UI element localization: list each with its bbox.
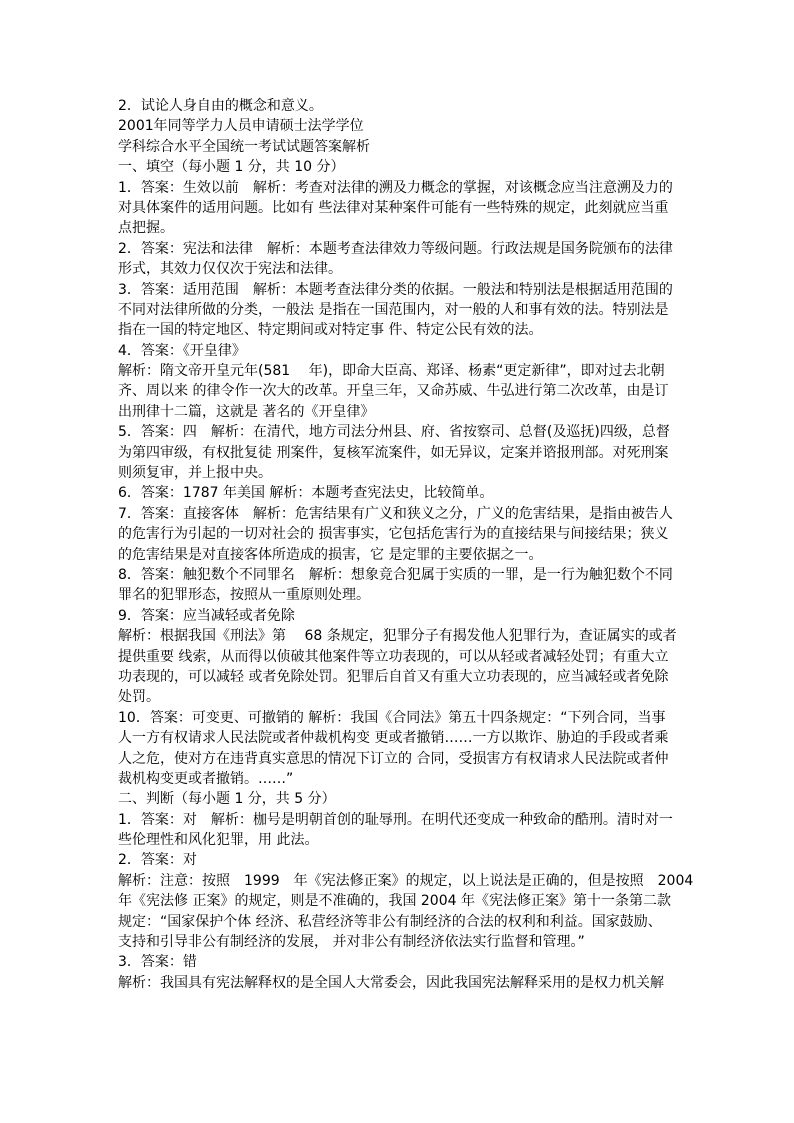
text-line: 4．答案：《开皇律》 [118,342,246,359]
document-page [118,96,698,993]
text-line: 罪名的犯罪形态，按照从一重原则处理。 [118,587,370,604]
text-line: 处罚。 [118,689,160,706]
text-line: 解析：隋文帝开皇元年(581 年)，即命大臣高、郑译、杨素“更定新律”，即对过去北朝 [118,363,665,380]
text-line: 解析：根据我国《刑法》第 68 条规定，犯罪分子有揭发他人犯罪行为，查证属实的或者 [118,628,677,645]
text-line: 形式，其效力仅仅次于宪法和法律。 [118,261,342,278]
text-line: 裁机构变更或者撤销。……” [118,770,294,787]
text-line: 规定：“国家保护个体 经济、私营经济等非公有制经济的合法的权利和利益。国家鼓励、 [118,913,662,930]
text-line: 对具体案件的适用问题。比如有 些法律对某种案件可能有一些特殊的规定，此刻就应当重 [118,199,669,216]
text-line: 齐、周以来 的律令作一次大的改革。开皇三年，又命苏威、牛弘进行第二次改革，由是订 [118,383,669,400]
section-heading: 一、填空（每小题 1 分，共 10 分） [118,159,345,176]
text-line: 年《宪法修 正案》的规定，则是不准确的，我国 2004 年《宪法修正案》第十一条第二款 [118,893,671,910]
text-line: 的危害行为引起的一切对社会的 损害事实，它包括危害行为的直接结果与间接结果；狭义 [118,526,669,543]
text-line: 5．答案：四 解析：在清代，地方司法分州县、府、省按察司、总督(及巡抚)四级，总督 [118,424,670,441]
section-heading: 二、判断（每小题 1 分，共 5 分） [118,791,336,808]
text-line: 为第四审级，有权批复徒 刑案件，复核军流案件，如无异议，定案并谘报刑部。对死刑案 [118,444,669,461]
question-line: 2．试论人身自由的概念和意义。 [118,98,323,114]
text-line: 支持和引导非公有制经济的发展， 并对非公有制经济依法实行监督和管理。” [118,934,585,951]
text-line: 功表现的，可以减轻 或者免除处罚。犯罪后自首又有重大立功表现的，应当减轻或者免除 [118,668,669,685]
text-line: 1．答案：对 解析：枷号是明朝首创的耻辱刑。在明代还变成一种致命的酷刑。清时对一 [118,811,673,828]
text-line: 出刑律十二篇，这就是 著名的《开皇律》 [118,403,375,420]
doc-title-line: 2001年同等学力人员申请硕士法学学位 [118,118,364,135]
text-line: 不同对法律所做的分类，一般法 是指在一国范围内，对一般的人和事有效的法。特别法是 [118,301,669,318]
text-line: 8．答案：触犯数个不同罪名 解析：想象竞合犯属于实质的一罪，是一行为触犯数个不同 [118,566,673,583]
text-line: 2．答案：宪法和法律 解析：本题考查法律效力等级问题。行政法规是国务院颁布的法律 [118,240,673,257]
text-line: 指在一国的特定地区、特定期间或对特定事 件、特定公民有效的法。 [118,322,543,339]
text-line: 点把握。 [118,220,174,237]
text-line: 6．答案：1787 年美国 解析：本题考查宪法史，比较简单。 [118,485,494,502]
text-line: 解析：我国具有宪法解释权的是全国人大常委会，因此我国宪法解释采用的是权力机关解 [118,974,664,991]
text-line: 9．答案：应当减轻或者免除 [118,607,295,624]
text-line: 人一方有权请求人民法院或者仲裁机构变 更或者撤销……一方以欺诈、胁迫的手段或者乘 [118,730,669,747]
text-line: 10．答案：可变更、可撤销的 解析：我国《合同法》第五十四条规定：“下列合同，当事 [118,709,666,726]
text-line: 3．答案：适用范围 解析：本题考查法律分类的依据。一般法和特别法是根据适用范围的 [118,281,673,298]
text-line: 3．答案：错 [118,954,197,971]
text-line: 1．答案：生效以前 解析：考查对法律的溯及力概念的掌握，对该概念应当注意溯及力的 [118,179,673,196]
text-line: 的危害结果是对直接客体所造成的损害，它 是定罪的主要依据之一。 [118,546,543,563]
text-line: 7．答案：直接客体 解析：危害结果有广义和狭义之分，广义的危害结果，是指由被告人 [118,505,673,522]
text-line: 人之危，使对方在违背真实意思的情况下订立的 合同，受损害方有权请求人民法院或者仲 [118,750,669,767]
text-line: 则须复审，并上报中央。 [118,465,272,482]
text-line: 2．答案：对 [118,852,197,869]
text-line: 提供重要 线索，从而得以侦破其他案件等立功表现的，可以从轻或者减轻处罚；有重大立 [118,648,669,665]
text-line: 些伦理性和风化犯罪，用 此法。 [118,832,319,849]
text-line: 解析：注意：按照 1999 年《宪法修正案》的规定，以上说法是正确的，但是按照 2004 [118,872,694,889]
doc-title-line: 学科综合水平全国统一考试试题答案解析 [118,138,370,155]
